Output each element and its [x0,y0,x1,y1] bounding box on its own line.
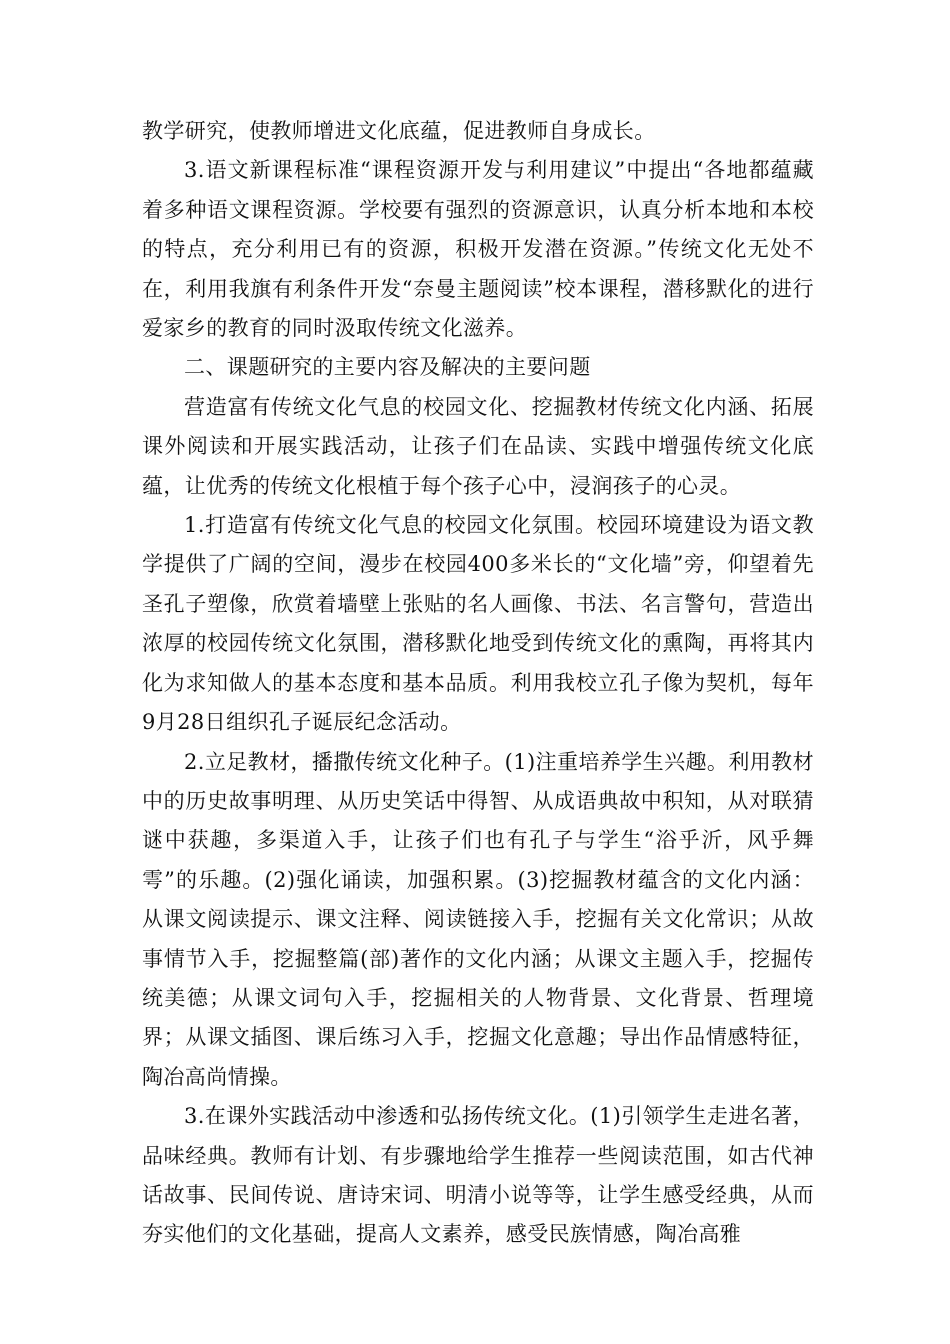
paragraph-intro-continuation: 教学研究，使教师增进文化底蕴，促进教师自身成长。 [142,119,656,143]
section-heading-main-content: 二、课题研究的主要内容及解决的主要问题 [184,355,591,380]
paragraph-section-summary: 营造富有传统文化气息的校园文化、挖掘教材传统文化内涵、拓展课外阅读和开展实践活动，让孩子们在品读、实践中增强传统文化底蕴，让优秀的传统文化根植于每个孩子心中，浸润孩子的心灵。 [142,394,814,498]
paragraph-point-3-curriculum-resources: 3.语文新课程标准“课程资源开发与利用建议”中提出“各地都蕴藏着多种语文课程资源。学校要有强烈的资源意识，认真分析本地和本校的特点，充分利用已有的资源，积极开发潜在资源。”传统文化无处不在，利用我旗有利条件开发“奈曼主题阅读”校本课程，潜移默化的进行爱家乡的教育的同时汲取传统文化滋养。 [142,158,814,341]
paragraph-item-3-extracurricular: 3.在课外实践活动中渗透和弘扬传统文化。(1)引领学生走进名著，品味经典。教师有计划、有步骤地给学生推荐一些阅读范围，如古代神话故事、民间传说、唐诗宋词、明清小说等等，让学生感受经典，从而夯实他们的文化基础，提高人文素养，感受民族情感，陶冶高雅 [142,1104,814,1247]
paragraph-item-1-campus-culture: 1.打造富有传统文化气息的校园文化氛围。校园环境建设为语文教学提供了广阔的空间，漫步在校园400多米长的“文化墙”旁，仰望着先圣孔子塑像，欣赏着墙壁上张贴的名人画像、书法、名言警句，营造出浓厚的校园传统文化氛围，潜移默化地受到传统文化的熏陶，再将其内化为求知做人的基本态度和基本品质。利用我校立孔子像为契机，每年9月28日组织孔子诞辰纪念活动。 [142,513,814,735]
document-body [142,112,814,1255]
paragraph-item-2-textbooks: 2.立足教材，播撒传统文化种子。(1)注重培养学生兴趣。利用教材中的历史故事明理、从历史笑话中得智、从成语典故中积知，从对联猜谜中获趣，多渠道入手，让孩子们也有孔子与学生“浴乎沂，风乎舞雩”的乐趣。(2)强化诵读，加强积累。(3)挖掘教材蕴含的文化内涵：从课文阅读提示、课文注释、阅读链接入手，挖掘有关文化常识；从故事情节入手，挖掘整篇(部)著作的文化内涵；从课文主题入手，挖掘传统美德；从课文词句入手，挖掘相关的人物背景、文化背景、哲理境界；从课文插图、课后练习入手，挖掘文化意趣；导出作品情感特征，陶冶高尚情操。 [142,749,814,1089]
